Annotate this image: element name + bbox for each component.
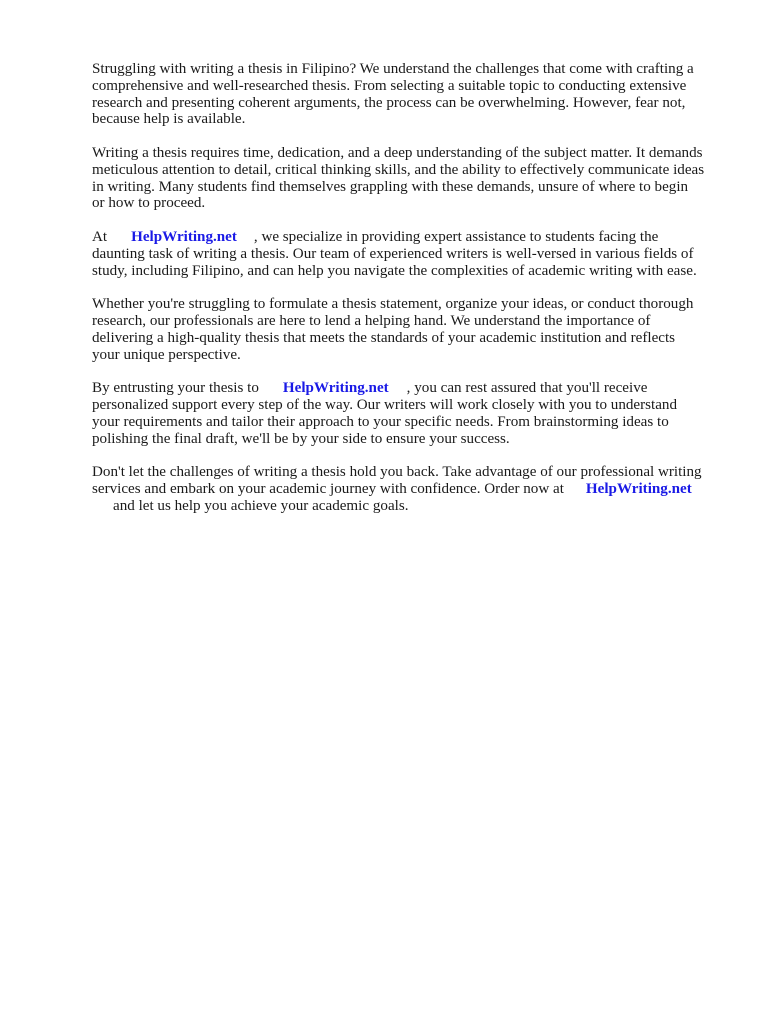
text-segment: , you can rest assured that you'll receive [406,380,648,397]
text-segment: By entrusting your thesis to [92,380,259,397]
paragraph-4 [92,296,728,363]
text-line: Writing a thesis requires time, dedication, and a deep understanding of the subject matter. It demands [92,144,703,161]
text-segment: , we specialize in providing expert assistance to students facing the [253,228,659,245]
text-line [92,498,728,515]
paragraph-5 [92,380,728,447]
text-line [92,380,728,397]
text-line [92,481,728,498]
text-line: because help is available. [92,111,246,128]
text-line: your requirements and tailor their approach to your specific needs. From brainstorming ideas to [92,413,669,430]
helpwriting-link[interactable]: HelpWriting.net [585,480,692,497]
text-line: or how to proceed. [92,195,206,212]
text-line: Whether you're struggling to formulate a thesis statement, organize your ideas, or conduct thorough [92,296,694,313]
paragraph-3 [92,229,728,279]
helpwriting-link[interactable]: HelpWriting.net [282,380,389,397]
text-line: personalized support every step of the way. Our writers will work closely with you to understand [92,396,678,413]
text-line [92,229,728,246]
text-segment: At [92,228,108,245]
text-line: study, including Filipino, and can help you navigate the complexities of academic writing with ease. [92,262,697,279]
text-segment: and let us help you achieve your academic goals. [113,497,409,514]
document-body [92,61,728,531]
text-line: your unique perspective. [92,346,241,363]
text-line: comprehensive and well-researched thesis. From selecting a suitable topic to conducting extensive [92,77,687,94]
text-line: Don't let the challenges of writing a thesis hold you back. Take advantage of our professional writing [92,464,702,481]
text-line: polishing the final draft, we'll be by your side to ensure your success. [92,430,510,447]
text-line: research, our professionals are here to lend a helping hand. We understand the importance of [92,312,651,329]
text-line: Struggling with writing a thesis in Filipino? We understand the challenges that come with crafting a [92,61,694,77]
text-segment: services and embark on your academic journey with confidence. Order now at [92,480,564,497]
paragraph-2 [92,145,728,212]
text-line: research and presenting coherent arguments, the process can be overwhelming. However, fear not, [92,94,686,111]
text-line: in writing. Many students find themselves grappling with these demands, unsure of where to begin [92,178,689,195]
helpwriting-link[interactable]: HelpWriting.net [131,228,237,245]
text-line: meticulous attention to detail, critical thinking skills, and the ability to effectively communicate ideas [92,161,705,178]
text-line: daunting task of writing a thesis. Our team of experienced writers is well-versed in various fields of [92,245,694,262]
text-line: delivering a high-quality thesis that meets the standards of your academic institution and reflects [92,329,676,346]
paragraph-1 [92,61,728,128]
paragraph-6 [92,464,728,514]
